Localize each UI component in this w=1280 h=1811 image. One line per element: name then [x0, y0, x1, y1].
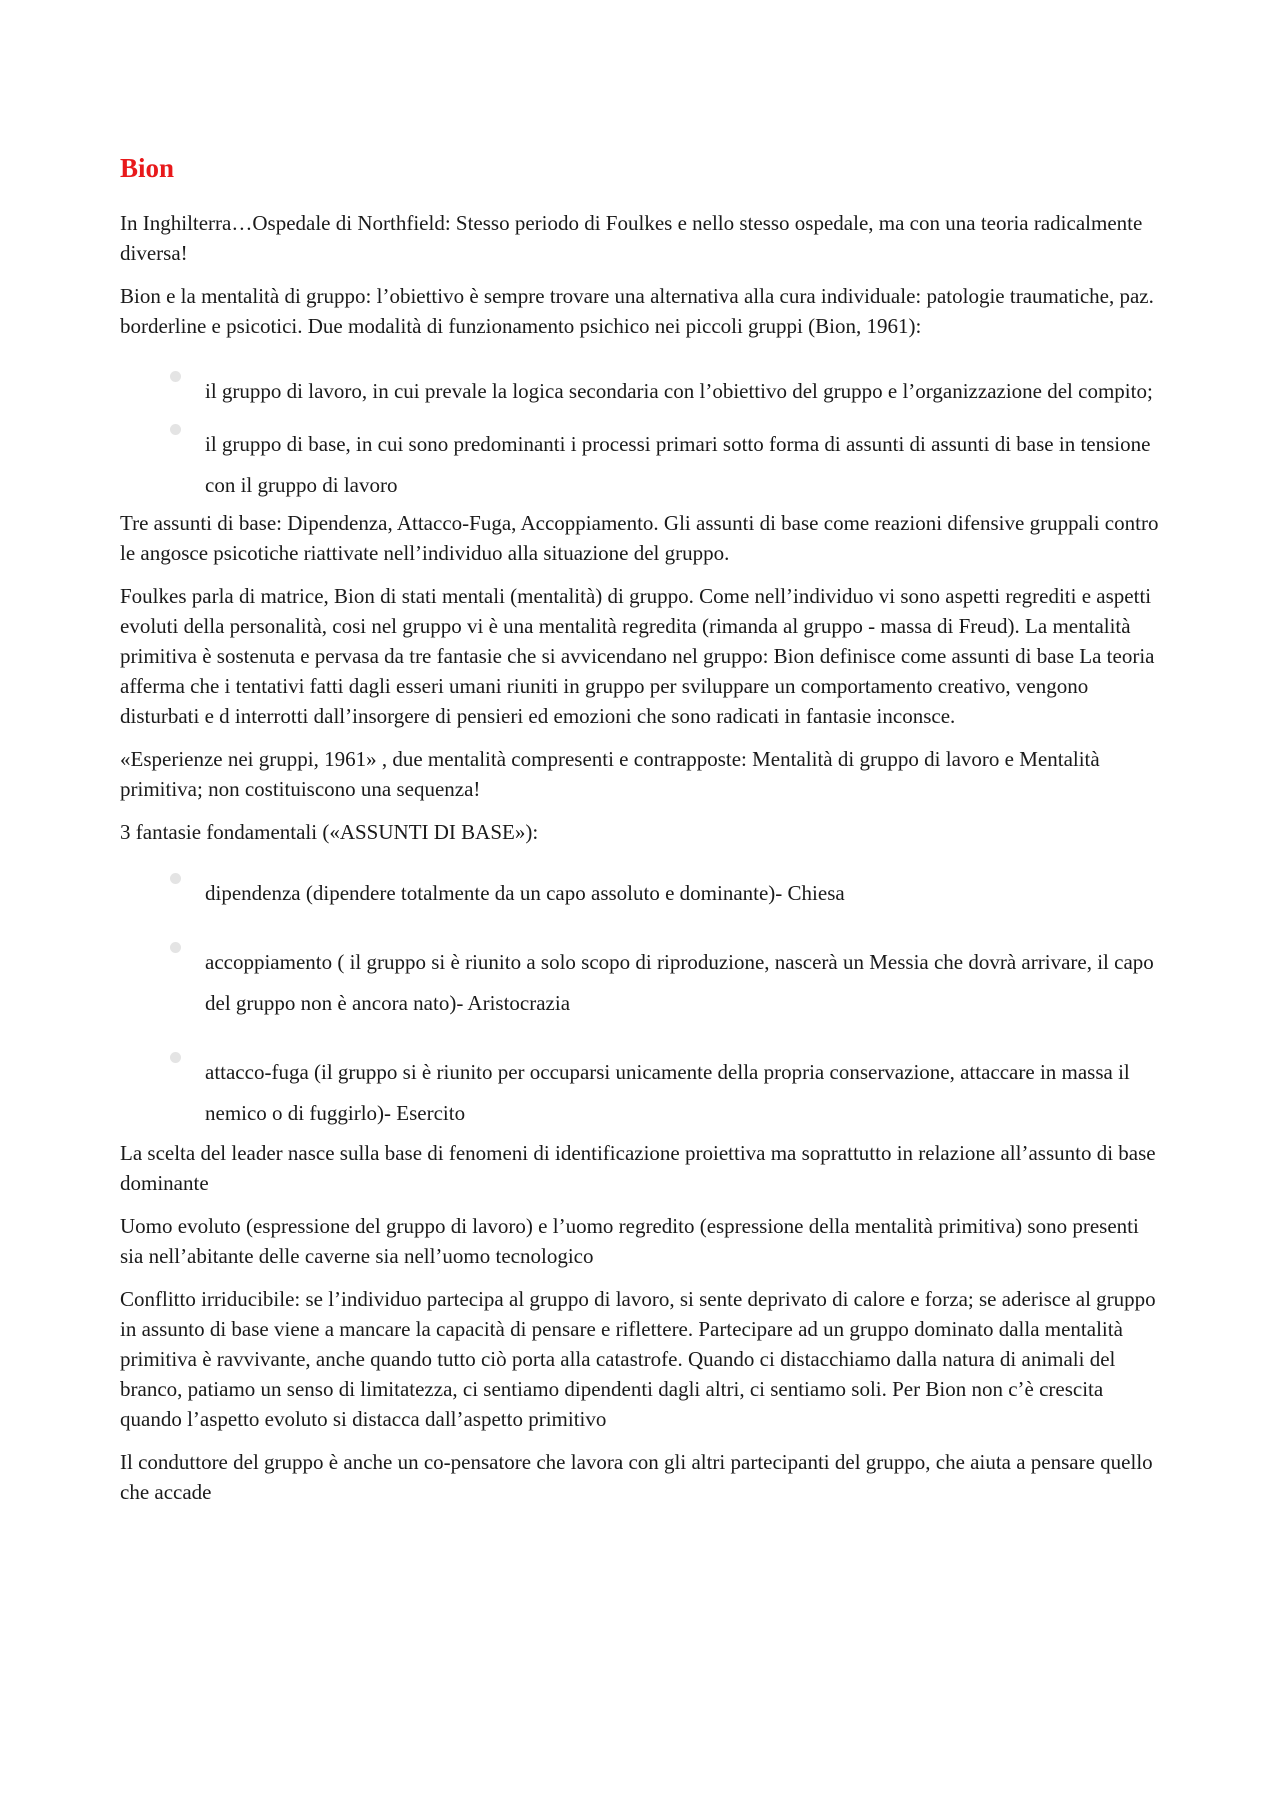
paragraph: Tre assunti di base: Dipendenza, Attacco-Fuga, Accoppiamento. Gli assunti di base come reazioni difensive gruppali contro le angosce psicotiche riattivate nell’individuo alla situazione del gruppo.: [120, 511, 1159, 565]
paragraph: La scelta del leader nasce sulla base di fenomeni di identificazione proiettiva ma soprattutto in relazione all’assunto di base dominante: [120, 1141, 1156, 1195]
paragraph: Uomo evoluto (espressione del gruppo di lavoro) e l’uomo regredito (espressione della mentalità primitiva) sono presenti sia nell’abitante delle caverne sia nell’uomo tecnologico: [120, 1214, 1139, 1268]
paragraph: Foulkes parla di matrice, Bion di stati mentali (mentalità) di gruppo. Come nell’individuo vi sono aspetti regrediti e aspetti evoluti della personalità, cosi nel gruppo vi è una mentalità regredita (rimanda al gruppo - massa di Freud). La mentalità primitiva è sostenuta e pervasa da tre fantasie che si avvicendano nel gruppo: Bion definisce come assunti di base La teoria afferma che i tentativi fatti dagli esseri umani riuniti in gruppo per sviluppare un comportamento creativo, vengono disturbati e d interrotti dall’insorgere di pensieri ed emozioni che sono radicati in fantasie inconsce.: [120, 584, 1155, 728]
list-item-text: il gruppo di base, in cui sono predominanti i processi primari sotto forma di assunti di assunti di base in tensione con il gruppo di lavoro: [205, 432, 1151, 497]
bullet-dot-icon: [170, 424, 181, 435]
list-item: [205, 873, 1165, 914]
list-item: [205, 942, 1165, 1024]
page-title: Bion: [120, 153, 175, 183]
paragraph: Bion e la mentalità di gruppo: l’obiettivo è sempre trovare una alternativa alla cura individuale: patologie traumatiche, paz. borderline e psicotici. Due modalità di funzionamento psichico nei piccoli gruppi (Bion, 1961):: [120, 284, 1154, 338]
bullet-dot-icon: [170, 942, 181, 953]
list-item: [205, 424, 1165, 506]
paragraph: 3 fantasie fondamentali («ASSUNTI DI BASE»):: [120, 820, 539, 844]
list-item-text: accoppiamento ( il gruppo si è riunito a solo scopo di riproduzione, nascerà un Messia che dovrà arrivare, il capo del gruppo non è ancora nato)- Aristocrazia: [205, 950, 1154, 1015]
bullet-list-assunti: [120, 873, 1165, 1134]
list-item-text: il gruppo di lavoro, in cui prevale la logica secondaria con l’obiettivo del gruppo e l’organizzazione del compito;: [205, 379, 1153, 403]
document-body: [120, 150, 1165, 1520]
list-item-text: attacco-fuga (il gruppo si è riunito per occuparsi unicamente della propria conservazione, attaccare in massa il nemico o di fuggirlo)- Esercito: [205, 1060, 1130, 1125]
bullet-list-modalita: [120, 371, 1165, 506]
list-item-text: dipendenza (dipendere totalmente da un capo assoluto e dominante)- Chiesa: [205, 881, 845, 905]
bullet-dot-icon: [170, 873, 181, 884]
paragraph: Conflitto irriducibile: se l’individuo partecipa al gruppo di lavoro, si sente deprivato di calore e forza; se aderisce al gruppo in assunto di base viene a mancare la capacità di pensare e riflettere. Partecipare ad un gruppo dominato dalla mentalità primitiva è ravvivante, anche quando tutto ciò porta alla catastrofe. Quando ci distacchiamo dalla natura di animali del branco, patiamo un senso di limitatezza, ci sentiamo dipendenti dagli altri, ci sentiamo soli. Per Bion non c’è crescita quando l’aspetto evoluto si distacca dall’aspetto primitivo: [120, 1287, 1156, 1431]
bullet-dot-icon: [170, 1052, 181, 1063]
paragraph: Il conduttore del gruppo è anche un co-pensatore che lavora con gli altri partecipanti del gruppo, che aiuta a pensare quello che accade: [120, 1450, 1153, 1504]
list-item: [205, 371, 1165, 412]
paragraph: «Esperienze nei gruppi, 1961» , due mentalità compresenti e contrapposte: Mentalità di gruppo di lavoro e Mentalità primitiva; non costituiscono una sequenza!: [120, 747, 1100, 801]
paragraph: In Inghilterra…Ospedale di Northfield: Stesso periodo di Foulkes e nello stesso ospedale, ma con una teoria radicalmente diversa!: [120, 211, 1143, 265]
bullet-dot-icon: [170, 371, 181, 382]
list-item: [205, 1052, 1165, 1134]
